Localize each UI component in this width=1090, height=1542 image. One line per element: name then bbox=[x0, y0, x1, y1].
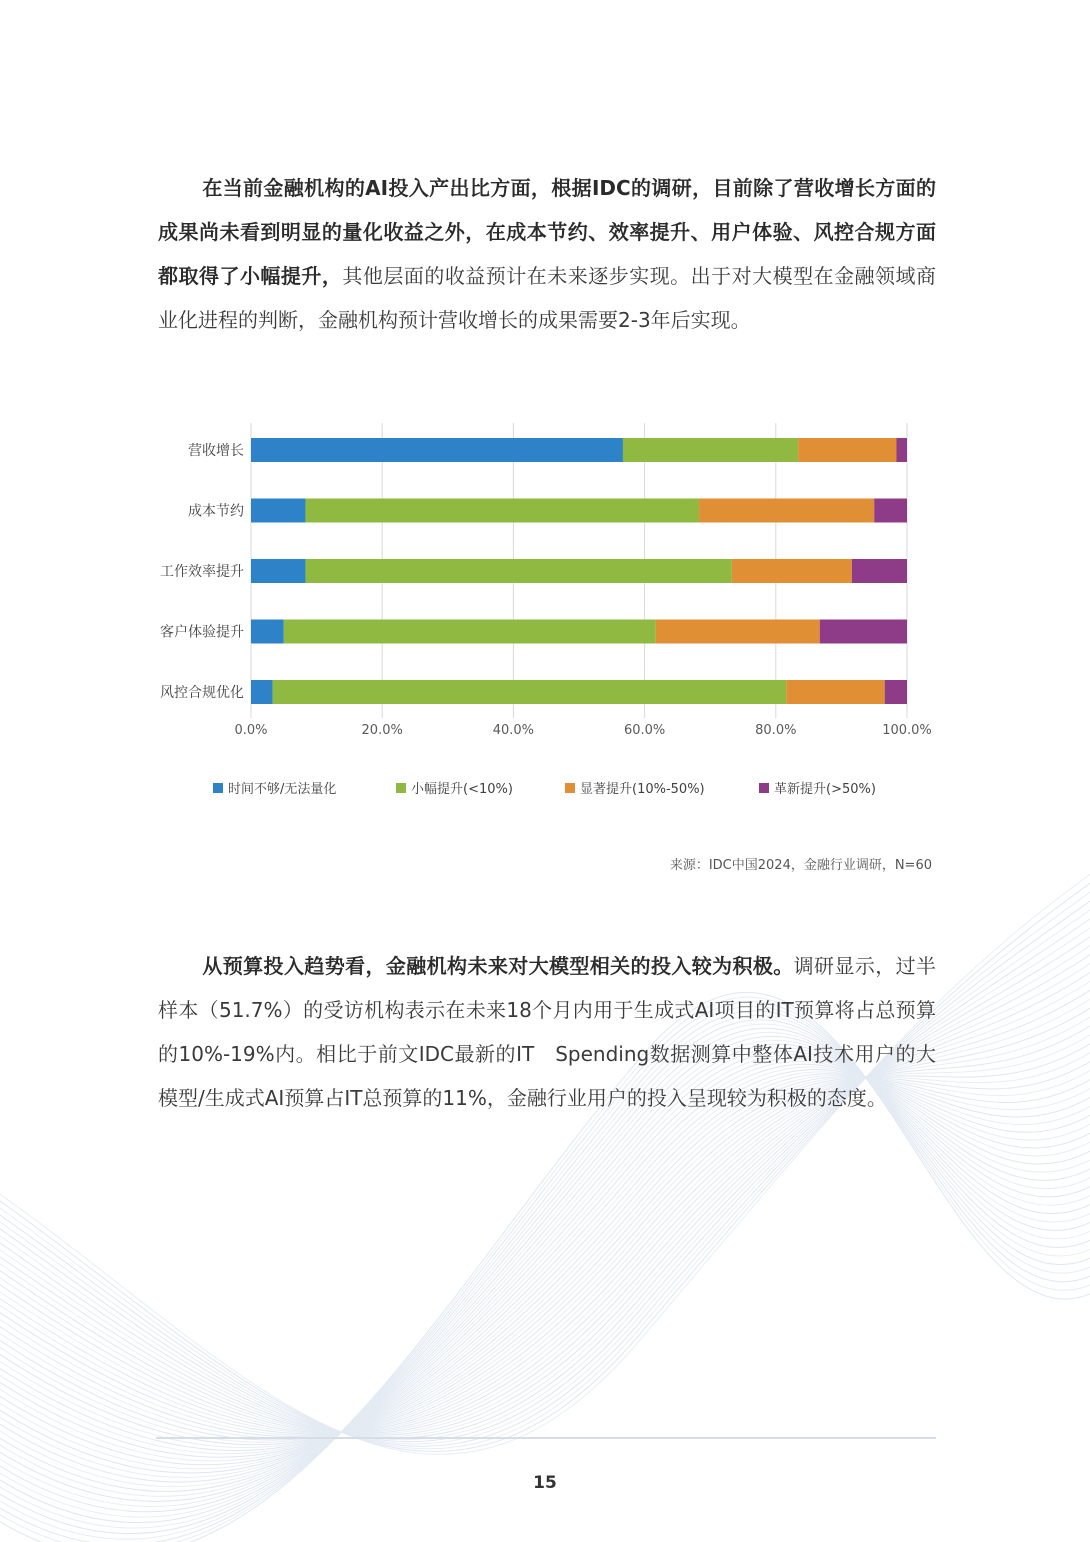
category-label: 工作效率提升 bbox=[160, 564, 244, 580]
legend-label: 时间不够/无法量化 bbox=[228, 782, 337, 797]
bar-segment bbox=[732, 559, 852, 583]
bar-segment bbox=[273, 680, 787, 704]
bar-segment bbox=[786, 680, 884, 704]
x-tick-label: 100.0% bbox=[882, 723, 932, 738]
bar-segment bbox=[305, 499, 699, 523]
paragraph-budget-trend bbox=[158, 944, 936, 1120]
stacked-bar-chart bbox=[140, 415, 950, 815]
paragraph-ai-roi-bold: 在当前金融机构的AI投入产出比方面，根据IDC的调研，目前除了营收增长方面的成果尚未看到明显的量化收益之外，在成本节约、效率提升、用户体验、风控合规方面都取得了小幅提升， bbox=[158, 176, 936, 288]
bar-segment bbox=[885, 680, 907, 704]
legend-label: 显著提升(10%-50%) bbox=[580, 782, 705, 797]
paragraph-budget-normal: 调研显示，过半样本（51.7%）的受访机构表示在未来18个月内用于生成式AI项目的IT预算将占总预算的10%-19%内。相比于前文IDC最新的IT Spending数据测算中整体AI技术用户的大模型/生成式AI预算占IT总预算的11%，金融行业用户的投入呈现较为积极的态度。 bbox=[158, 954, 937, 1110]
bar-segment bbox=[284, 620, 656, 644]
wave-line bbox=[0, 1064, 1090, 1465]
paragraph-budget-bold: 从预算投入趋势看，金融机构未来对大模型相关的投入较为积极。 bbox=[202, 954, 794, 978]
bar-segment bbox=[251, 438, 623, 462]
paragraph-ai-roi-normal: 其他层面的收益预计在未来逐步实现。出于对大模型在金融领域商业化进程的判断，金融机构预计营收增长的成果需要2-3年后实现。 bbox=[158, 264, 937, 332]
bar-segment bbox=[623, 438, 798, 462]
bar-segment bbox=[820, 620, 907, 644]
paragraph-ai-roi bbox=[158, 166, 936, 342]
category-label: 风控合规优化 bbox=[160, 685, 244, 701]
bar-segment bbox=[251, 559, 305, 583]
legend-swatch bbox=[213, 783, 223, 793]
x-tick-label: 0.0% bbox=[234, 723, 268, 738]
category-label: 营收增长 bbox=[188, 443, 244, 459]
bar-segment bbox=[251, 620, 284, 644]
bar-segment bbox=[897, 438, 907, 462]
bar-segment bbox=[699, 499, 874, 523]
category-label: 成本节约 bbox=[188, 503, 244, 520]
legend-label: 革新提升(>50%) bbox=[774, 782, 876, 797]
legend-label: 小幅提升(<10%) bbox=[411, 782, 513, 797]
bar-segment bbox=[874, 499, 907, 523]
wave-line bbox=[0, 1058, 1090, 1473]
x-tick-label: 20.0% bbox=[361, 723, 403, 738]
bar-segment bbox=[798, 438, 896, 462]
bar-segment bbox=[251, 680, 273, 704]
x-tick-label: 60.0% bbox=[623, 723, 666, 738]
footer-divider bbox=[156, 1437, 936, 1439]
x-tick-label: 40.0% bbox=[492, 723, 535, 738]
legend-swatch bbox=[759, 783, 769, 793]
wave-line bbox=[0, 1070, 1090, 1458]
legend-swatch bbox=[396, 783, 406, 793]
category-label: 客户体验提升 bbox=[160, 624, 244, 641]
x-tick-label: 80.0% bbox=[755, 723, 797, 738]
page-number: 15 bbox=[533, 1473, 557, 1493]
bar-segment bbox=[251, 499, 305, 523]
legend-swatch bbox=[565, 783, 575, 793]
bar-segment bbox=[305, 559, 731, 583]
bar-segment bbox=[656, 620, 820, 644]
chart-source-note: 来源：IDC中国2024，金融行业调研，N=60 bbox=[669, 858, 932, 873]
bar-segment bbox=[852, 559, 907, 583]
